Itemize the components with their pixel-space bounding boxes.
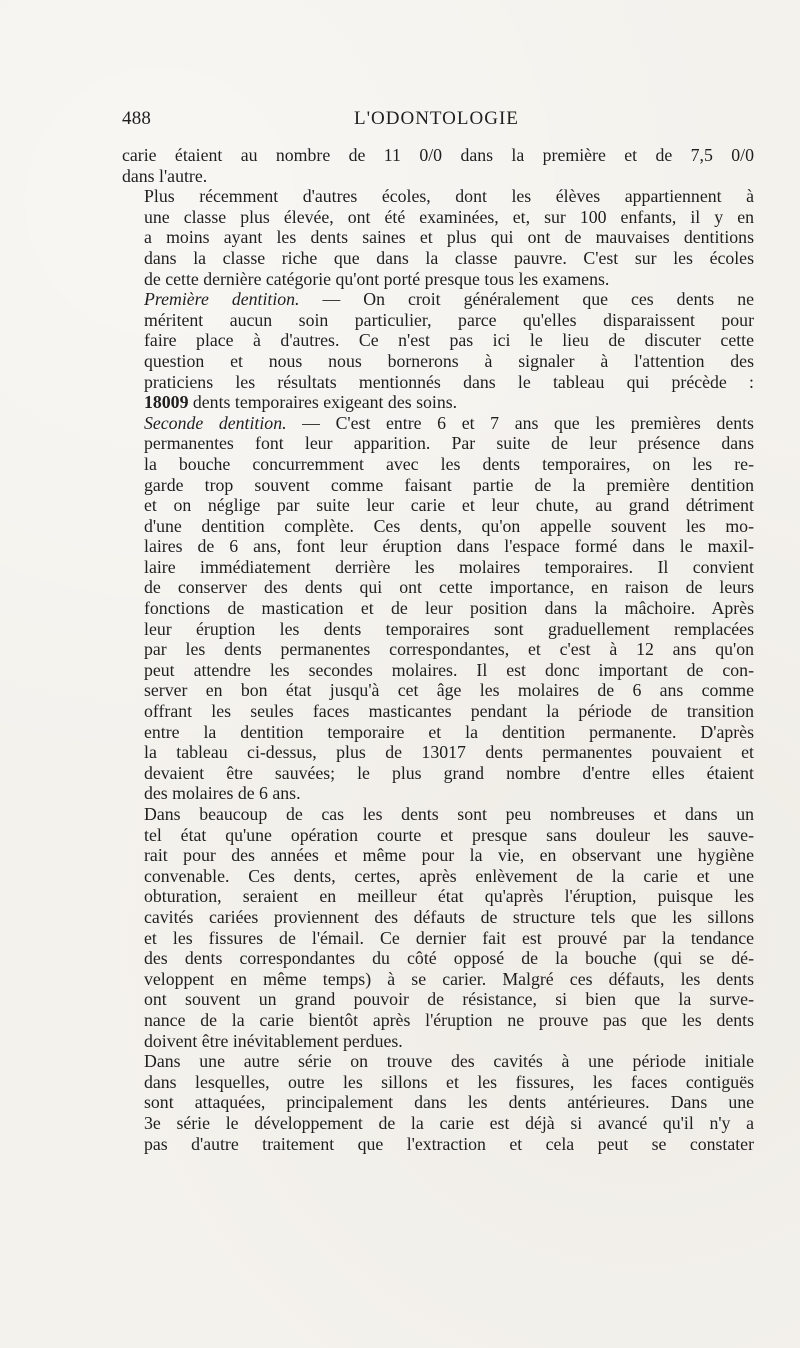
text-fragment: — C'est entre 6 et 7 ans que les premières dents (286, 412, 754, 433)
paragraph-3 (122, 289, 754, 413)
text-line: obturation, seraient en meilleur état qu'après l'éruption, puisque les (144, 886, 754, 907)
running-head: L'ODONTOLOGIE (354, 108, 519, 129)
paragraph-2 (122, 186, 754, 289)
paragraph-4 (122, 413, 754, 804)
paragraph-6 (122, 1051, 754, 1154)
text-line: server en bon état jusqu'à cet âge les molaires de 6 ans comme (144, 680, 754, 701)
text-line: dans la classe riche que dans la classe pauvre. C'est sur les écoles (144, 247, 754, 268)
text-line: convenable. Ces dents, certes, après enlèvement de la carie et une (144, 865, 754, 886)
text-line: praticiens les résultats mentionnés dans le tableau qui précède : (144, 371, 754, 392)
text-line: de cette dernière catégorie qu'ont porté presque tous les examens. (144, 268, 610, 289)
text-line: des molaires de 6 ans. (144, 783, 301, 804)
text-line: offrant les seules faces masticantes pendant la période de transition (144, 701, 754, 722)
text-line: la bouche concurremment avec les dents temporaires, on les re- (144, 453, 754, 474)
text-line (122, 289, 754, 310)
text-line: sont attaquées, principalement dans les dents antérieures. Dans une (144, 1092, 754, 1113)
text-line: d'une dentition complète. Ces dents, qu'on appelle souvent les mo- (144, 515, 754, 536)
text-line: faire place à d'autres. Ce n'est pas ici le lieu de discuter cette (144, 330, 754, 351)
highlighted-number: 18009 (144, 392, 189, 413)
text-line: garde trop souvent comme faisant partie de la première dentition (144, 474, 754, 495)
text-line: nance de la carie bientôt après l'éruption ne prouve pas que les dents (144, 1009, 754, 1030)
text-line: dans lesquelles, outre les sillons et les fissures, les faces contiguës (144, 1071, 754, 1092)
section-title-premiere-dentition: Première dentition. (144, 289, 300, 310)
text-line: Plus récemment d'autres écoles, dont les élèves appartiennent à (144, 186, 754, 207)
text-line: et on néglige par suite leur carie et leur chute, au grand détriment (144, 495, 754, 516)
text-line: a moins ayant les dents saines et plus qui ont de mauvaises dentitions (144, 227, 754, 248)
text-line: laires de 6 ans, font leur éruption dans l'espace formé dans le maxil- (144, 536, 754, 557)
text-line: cavités cariées proviennent des défauts de structure tels que les sillons (144, 906, 754, 927)
text-line: ont souvent un grand pouvoir de résistance, si bien que la surve- (144, 989, 754, 1010)
text-line: rait pour des années et même pour la vie, en observant une hygiène (144, 845, 754, 866)
section-title-seconde-dentition: Seconde dentition. (144, 412, 287, 433)
text-line: peut attendre les secondes molaires. Il est donc important de con- (144, 659, 754, 680)
text-line: tel état qu'une opération courte et presque sans douleur les sauve- (144, 824, 754, 845)
text-line: des dents correspondantes du côté opposé de la bouche (qui se dé- (144, 948, 754, 969)
text-line: laire immédiatement derrière les molaires temporaires. Il convient (144, 556, 754, 577)
text-line: de conserver des dents qui ont cette importance, en raison de leurs (144, 577, 754, 598)
page-number: 488 (122, 108, 152, 129)
text-line: Dans une autre série on trouve des cavités à une période initiale (144, 1051, 754, 1072)
text-line: permanentes font leur apparition. Par suite de leur présence dans (144, 433, 754, 454)
text-line: doivent être inévitablement perdues. (144, 1030, 403, 1051)
body-text (122, 145, 754, 1154)
text-line: leur éruption les dents temporaires sont graduellement remplacées (144, 618, 754, 639)
text-fragment: — On croit généralement que ces dents ne (299, 289, 754, 310)
text-line (122, 413, 754, 434)
text-line: entre la dentition temporaire et la dentition permanente. D'après (144, 721, 754, 742)
text-line: 3e série le développement de la carie est déjà si avancé qu'il n'y a (144, 1112, 754, 1133)
text-line: fonctions de mastication et de leur position dans la mâchoire. Après (144, 598, 754, 619)
text-line: devaient être sauvées; le plus grand nombre d'entre elles étaient (144, 762, 754, 783)
text-line: Dans beaucoup de cas les dents sont peu nombreuses et dans un (144, 804, 754, 824)
text-fragment: dents temporaires exigeant des soins. (188, 392, 458, 413)
paragraph-1 (122, 145, 754, 186)
text-line: et les fissures de l'émail. Ce dernier fait est prouvé par la tendance (144, 927, 754, 948)
text-line: méritent aucun soin particulier, parce qu'elles disparaissent pour (144, 309, 754, 330)
paragraph-5 (122, 804, 754, 1051)
text-line: carie étaient au nombre de 11 0/0 dans la première et de 7,5 0/0 (122, 145, 754, 165)
text-line: la tableau ci-dessus, plus de 13017 dents permanentes pouvaient et (144, 742, 754, 763)
text-line: pas d'autre traitement que l'extraction et cela peut se constater (144, 1133, 754, 1154)
text-line (122, 392, 754, 413)
text-line: veloppent en même temps) à se carier. Malgré ces défauts, les dents (144, 968, 754, 989)
text-line: une classe plus élevée, ont été examinées, et, sur 100 enfants, il y en (144, 206, 754, 227)
text-line: dans l'autre. (122, 165, 208, 186)
page-header (122, 108, 754, 134)
text-line: par les dents permanentes correspondantes, et c'est à 12 ans qu'on (144, 639, 754, 660)
text-line: question et nous nous bornerons à signaler à l'attention des (144, 350, 754, 371)
